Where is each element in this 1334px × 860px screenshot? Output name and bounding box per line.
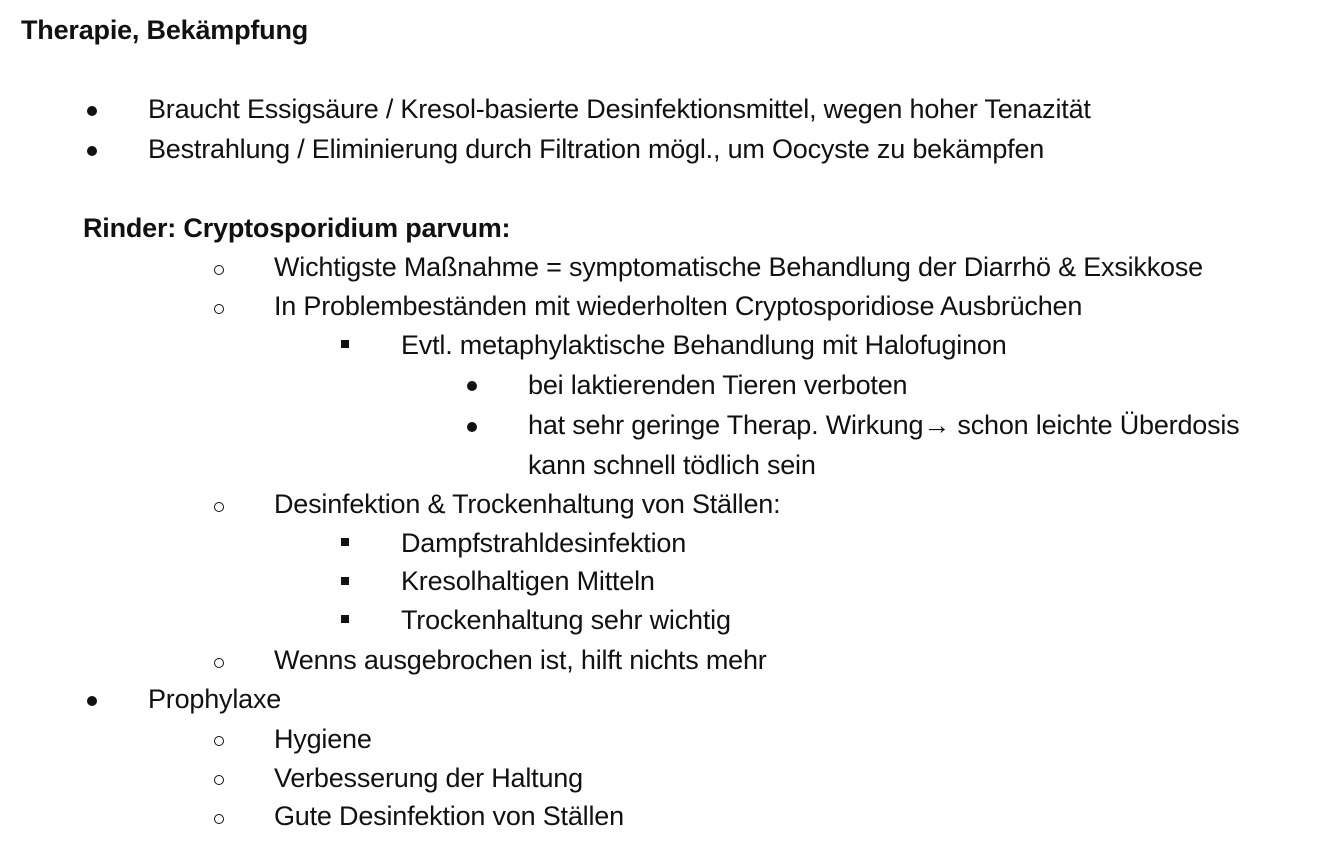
list-item: Hygiene bbox=[274, 724, 372, 754]
list-item-continuation: kann schnell tödlich sein bbox=[528, 450, 816, 480]
list-item: Wichtigste Maßnahme = symptomatische Behandlung der Diarrhö & Exsikkose bbox=[274, 252, 1203, 282]
bullet-square bbox=[341, 615, 349, 623]
list-item: Braucht Essigsäure / Kresol-basierte Desinfektionsmittel, wegen hoher Tenazität bbox=[148, 94, 1091, 124]
list-item: Kresolhaltigen Mitteln bbox=[401, 566, 655, 596]
list-item: In Problembeständen mit wiederholten Cryptosporidiose Ausbrüchen bbox=[274, 291, 1083, 321]
bullet-disc bbox=[467, 381, 477, 391]
bullet-circle bbox=[214, 304, 224, 314]
bullet-circle bbox=[214, 502, 224, 512]
section-title: Rinder: Cryptosporidium parvum: bbox=[83, 213, 511, 243]
list-item: Wenns ausgebrochen ist, hilft nichts mehr bbox=[274, 645, 767, 675]
list-item: Gute Desinfektion von Ställen bbox=[274, 801, 624, 831]
bullet-disc bbox=[87, 696, 97, 706]
bullet-square bbox=[341, 538, 349, 546]
list-item: Bestrahlung / Eliminierung durch Filtration mögl., um Oocyste zu bekämpfen bbox=[148, 134, 1045, 164]
bullet-circle bbox=[214, 265, 224, 275]
bullet-disc bbox=[467, 422, 477, 432]
bullet-disc bbox=[87, 106, 97, 116]
list-item: Dampfstrahldesinfektion bbox=[401, 528, 687, 558]
bullet-circle bbox=[214, 658, 224, 668]
bullet-circle bbox=[214, 814, 224, 824]
list-item: hat sehr geringe Therap. Wirkung→ schon leichte Überdosis bbox=[528, 410, 1240, 440]
list-item: Evtl. metaphylaktische Behandlung mit Halofuginon bbox=[401, 330, 1007, 360]
bullet-circle bbox=[214, 775, 224, 785]
bullet-disc bbox=[87, 146, 97, 156]
bullet-square bbox=[341, 340, 349, 348]
list-item: Trockenhaltung sehr wichtig bbox=[401, 605, 731, 635]
list-item: Verbesserung der Haltung bbox=[274, 763, 583, 793]
page-heading: Therapie, Bekämpfung bbox=[21, 15, 309, 45]
list-item: Prophylaxe bbox=[148, 684, 282, 714]
bullet-square bbox=[341, 577, 349, 585]
bullet-circle bbox=[214, 736, 224, 746]
list-item: bei laktierenden Tieren verboten bbox=[528, 370, 908, 400]
list-item: Desinfektion & Trockenhaltung von Ställen: bbox=[274, 489, 781, 519]
